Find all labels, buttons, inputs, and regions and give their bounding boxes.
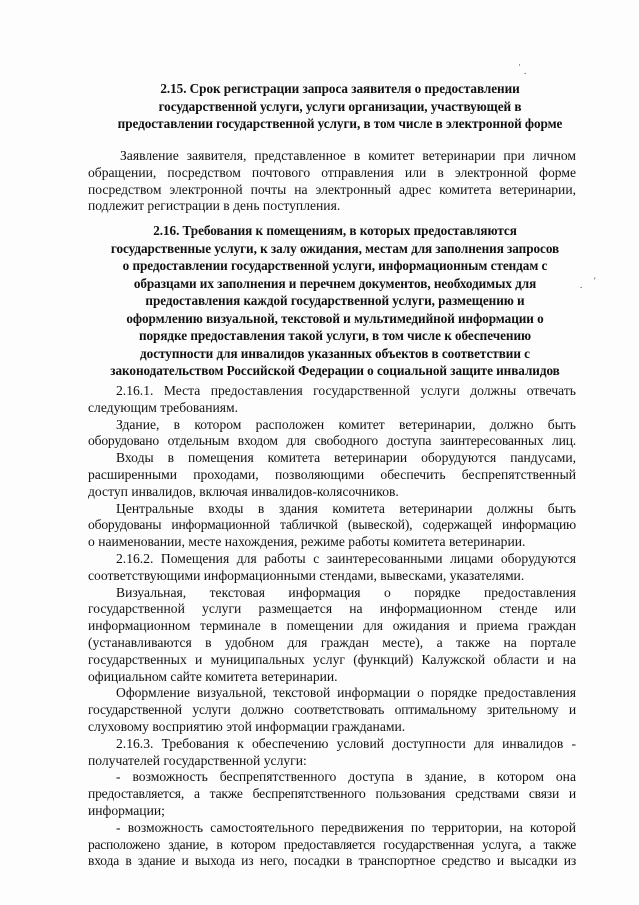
paragraph-line: Заявление заявителя, представленное в комитет ветеринарии при личном	[120, 148, 576, 163]
paragraph-line: информационном терминале в помещении для ожидания и приема граждан	[88, 618, 576, 634]
paragraph-line: слуховому восприятию этой информации гражданами.	[88, 718, 406, 734]
heading-line: государственной услуги, услуги организации, участвующей в	[158, 98, 522, 114]
paragraph-line: подлежит регистрации в день поступления.	[88, 198, 341, 214]
scan-speck: .	[580, 280, 583, 290]
paragraph-line: посредством электронной почты на электронный адрес комитета ветеринарии,	[88, 181, 576, 197]
paragraph-line: входа в здание и выхода из него, посадки в транспортное средство и высадки из	[88, 853, 576, 869]
scan-speck: .	[524, 66, 527, 76]
heading-line: законодательством Российской Федерации о социальной защите инвалидов	[110, 363, 560, 378]
scan-speck: ·	[518, 60, 521, 70]
paragraph-line: государственной услуги должно соответствовать оптимальному зрительному и	[88, 702, 576, 718]
heading-line: государственные услуги, к залу ожидания, местам для заполнения запросов	[110, 240, 560, 256]
heading-line: доступности для инвалидов указанных объектов в соответствии с	[140, 345, 530, 361]
heading-line: 2.15. Срок регистрации запроса заявителя о предоставлении	[160, 81, 520, 96]
section-2-16-body	[88, 383, 576, 870]
paragraph-line: Визуальная, текстовая информация о порядке предоставления	[116, 584, 576, 600]
heading-line: предоставлении государственной услуги, в том числе в электронной форме	[117, 116, 563, 131]
paragraph-line: следующим требованиям.	[88, 399, 239, 415]
paragraph-line: (устанавливаются в удобном для граждан месте), а также на портале	[88, 634, 576, 650]
paragraph-line: расширенными проходами, позволяющими обеспечить беспрепятственный	[88, 466, 576, 482]
heading-line: оформлению визуальной, текстовой и мультимедийной информации о	[126, 310, 544, 326]
paragraph-line: - возможность беспрепятственного доступа в здание, в котором она	[116, 769, 576, 785]
paragraph-line: расположено здание, в котором предоставляется государственная услуга, а также	[88, 836, 576, 852]
scan-speck: '	[594, 276, 596, 286]
paragraph-line: оборудованы информационной табличкой (вывеской), содержащей информацию	[88, 517, 576, 533]
section-2-15-title	[90, 80, 590, 133]
section-2-15-body	[88, 148, 576, 215]
heading-line: порядке предоставления такой услуги, в том числе к обеспечению	[138, 328, 532, 343]
paragraph-line: Оформление визуальной, текстовой информации о порядке предоставления	[116, 685, 576, 701]
paragraph-line: государственной услуги размещается на информационном стенде или	[88, 601, 576, 617]
paragraph-line: о наименовании, месте нахождения, режиме работы комитета ветеринарии.	[88, 534, 526, 550]
heading-line: о предоставлении государственной услуги, информационным стендам с	[122, 258, 548, 273]
paragraph-line: соответствующими информационными стендами, вывесками, указателями.	[88, 567, 525, 583]
paragraph-line: 2.16.1. Места предоставления государственной услуги должны отвечать	[116, 383, 576, 398]
heading-line: предоставления каждой государственной услуги, размещению и	[145, 293, 525, 308]
paragraph-line: 2.16.3. Требования к обеспечению условий доступности для инвалидов -	[116, 735, 576, 751]
paragraph-line: доступ инвалидов, включая инвалидов-колясочников.	[88, 483, 399, 499]
paragraph-line: обращении, посредством почтового отправления или в электронной форме	[88, 164, 576, 180]
paragraph-line: получателей государственной услуги:	[88, 752, 307, 768]
paragraph-line: предоставляется, а также беспрепятственного пользования средствами связи и	[88, 786, 576, 802]
heading-line: 2.16. Требования к помещениям, в которых предоставляются	[153, 223, 517, 238]
paragraph-line: Входы в помещения комитета ветеринарии оборудуются пандусами,	[116, 450, 576, 466]
section-2-16-title	[88, 222, 582, 380]
paragraph-line: официальном сайте комитета ветеринарии.	[88, 668, 338, 684]
paragraph-line: информации;	[88, 802, 165, 818]
paragraph-line: Центральные входы в здания комитета ветеринарии должны быть	[116, 500, 576, 516]
paragraph-line: оборудовано отдельным входом для свободного доступа заинтересованных лиц.	[88, 433, 576, 449]
heading-line: образцами их заполнения и перечнем документов, необходимых для	[133, 275, 537, 291]
paragraph-line: Здание, в котором расположен комитет ветеринарии, должно быть	[116, 416, 576, 432]
paragraph-line: - возможность самостоятельного передвижения по территории, на которой	[116, 819, 576, 835]
paragraph-line: государственных и муниципальных услуг (функций) Калужской области и на	[88, 651, 576, 667]
paragraph-line: 2.16.2. Помещения для работы с заинтересованными лицами оборудуются	[116, 550, 576, 566]
